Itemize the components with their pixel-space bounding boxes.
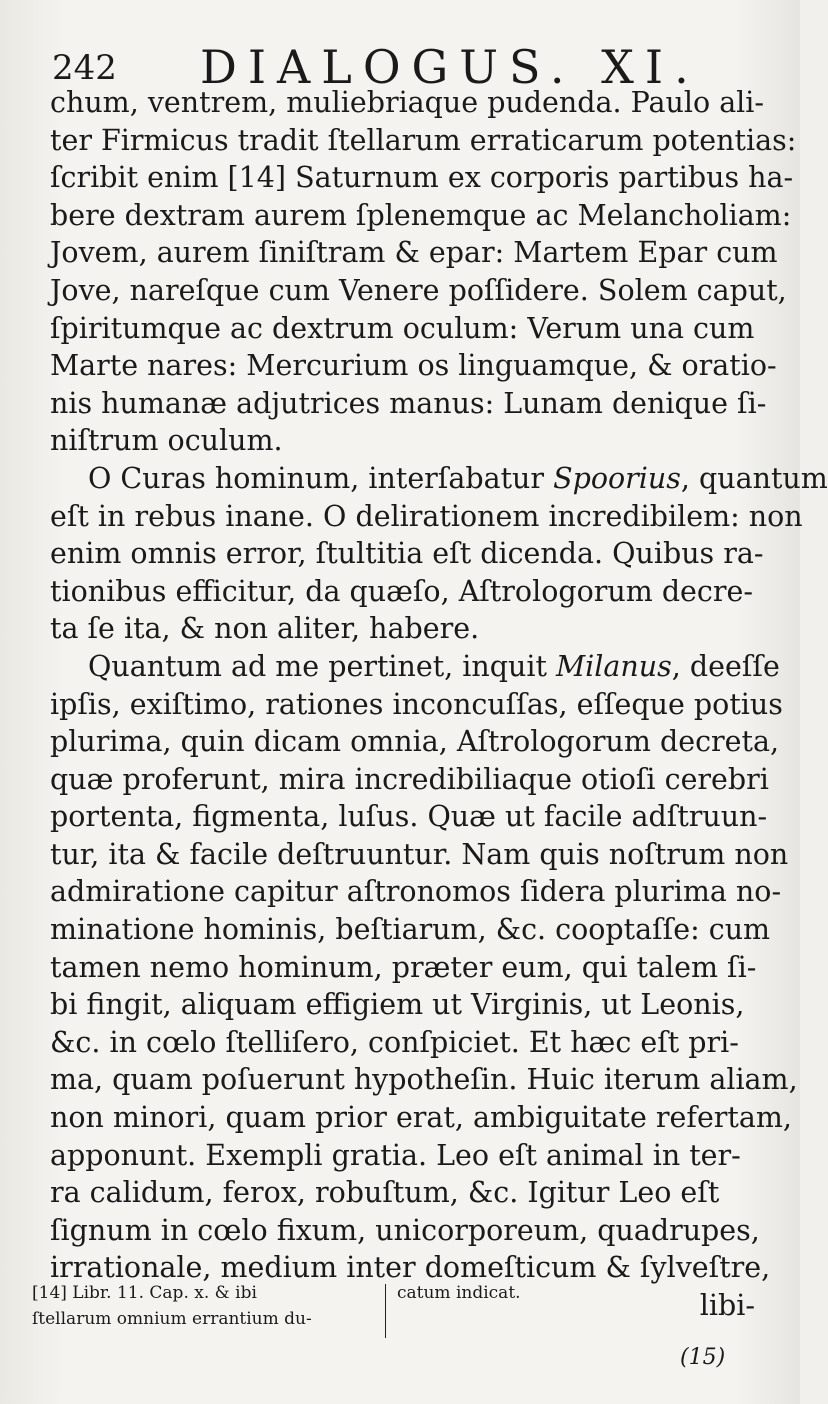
text-line: minatione hominis, beſtiarum, &c. cooptaſſe: cum bbox=[50, 913, 771, 947]
footnote-divider bbox=[385, 1284, 386, 1338]
text-line: chum, ventrem, muliebriaque pudenda. Paulo ali- bbox=[50, 86, 765, 119]
page-number: 242 bbox=[52, 48, 117, 88]
text-line: ipſis, exiſtimo, rationes inconcuſſas, eſſeque potius bbox=[50, 687, 783, 721]
footnote-line: ſtellarum omnium errantium du- bbox=[32, 1309, 312, 1329]
text-line: ſpiritumque ac dextrum oculum: Verum una cum bbox=[50, 311, 755, 345]
footnote-line: [14] Libr. 11. Cap. x. & ibi bbox=[32, 1283, 257, 1303]
text-line: enim omnis error, ſtultitia eſt dicenda. Quibus ra- bbox=[50, 537, 764, 571]
text-line: tur, ita & facile deſtruuntur. Nam quis noſtrum non bbox=[50, 837, 789, 871]
text-line: niſtrum oculum. bbox=[50, 424, 283, 458]
text-line: eſt in rebus inane. O delirationem incredibilem: non bbox=[50, 499, 803, 533]
footnote-right-line: catum indicat. bbox=[397, 1283, 521, 1303]
footnote-left-column bbox=[32, 1280, 392, 1332]
text-line: ter Firmicus tradit ſtellarum erraticarum potentias: bbox=[50, 123, 797, 157]
text-line: bi fingit, aliquam effigiem ut Virginis, ut Leonis, bbox=[50, 988, 745, 1022]
text-line: ra calidum, ferox, robuſtum, &c. Igitur Leo eſt bbox=[50, 1176, 720, 1210]
text-line: non minori, quam prior erat, ambiguitate refertam, bbox=[50, 1101, 792, 1135]
text-line: ta ſe ita, & non aliter, habere. bbox=[50, 612, 480, 646]
text-line: plurima, quin dicam omnia, Aſtrologorum decreta, bbox=[50, 725, 780, 759]
text-line: admiratione capitur aſtronomos ſidera plurima no- bbox=[50, 875, 782, 909]
text-line: nis humanæ adjutrices manus: Lunam denique ſi- bbox=[50, 386, 767, 420]
text-line: quæ proferunt, mira incredibiliaque otioſi cerebri bbox=[50, 762, 769, 796]
text-line: O Curas hominum, interſabatur Spoorius, quantum bbox=[88, 461, 828, 495]
text-line: apponunt. Exempli gratia. Leo eſt animal in ter- bbox=[50, 1138, 741, 1172]
text-line: portenta, figmenta, luſus. Quæ ut facile adſtruun- bbox=[50, 800, 768, 834]
signature-mark: (15) bbox=[680, 1345, 726, 1370]
text-line: ſcribit enim [14] Saturnum ex corporis partibus ha- bbox=[50, 161, 794, 195]
text-line: Jove, nareſque cum Venere poſſidere. Solem caput, bbox=[50, 273, 787, 307]
text-line: Quantum ad me pertinet, inquit Milanus, deeſſe bbox=[88, 649, 780, 683]
running-title: DIALOGUS. XI. bbox=[200, 40, 700, 94]
text-line: tionibus efficitur, da quæſo, Aſtrologorum decre- bbox=[50, 574, 754, 608]
text-line: ſignum in cœlo fixum, unicorporeum, quadrupes, bbox=[50, 1213, 760, 1247]
text-line: tamen nemo hominum, præter eum, qui talem ſi- bbox=[50, 950, 757, 984]
text-line: Jovem, aurem ſiniſtram & epar: Martem Epar cum bbox=[50, 236, 778, 270]
text-line: libi- bbox=[699, 1289, 755, 1322]
text-line: bere dextram aurem ſplenemque ac Melancholiam: bbox=[50, 198, 792, 232]
text-line: irrationale, medium inter domeſticum & ſylveſtre, bbox=[50, 1251, 771, 1285]
main-text bbox=[50, 84, 828, 1325]
text-line: ma, quam poſuerunt hypotheſin. Huic iterum aliam, bbox=[50, 1063, 798, 1097]
text-line: &c. in cœlo ſtelliſero, conſpiciet. Et hæc eſt pri- bbox=[50, 1025, 739, 1059]
text-line: Marte nares: Mercurium os linguamque, & oratio- bbox=[50, 349, 777, 383]
